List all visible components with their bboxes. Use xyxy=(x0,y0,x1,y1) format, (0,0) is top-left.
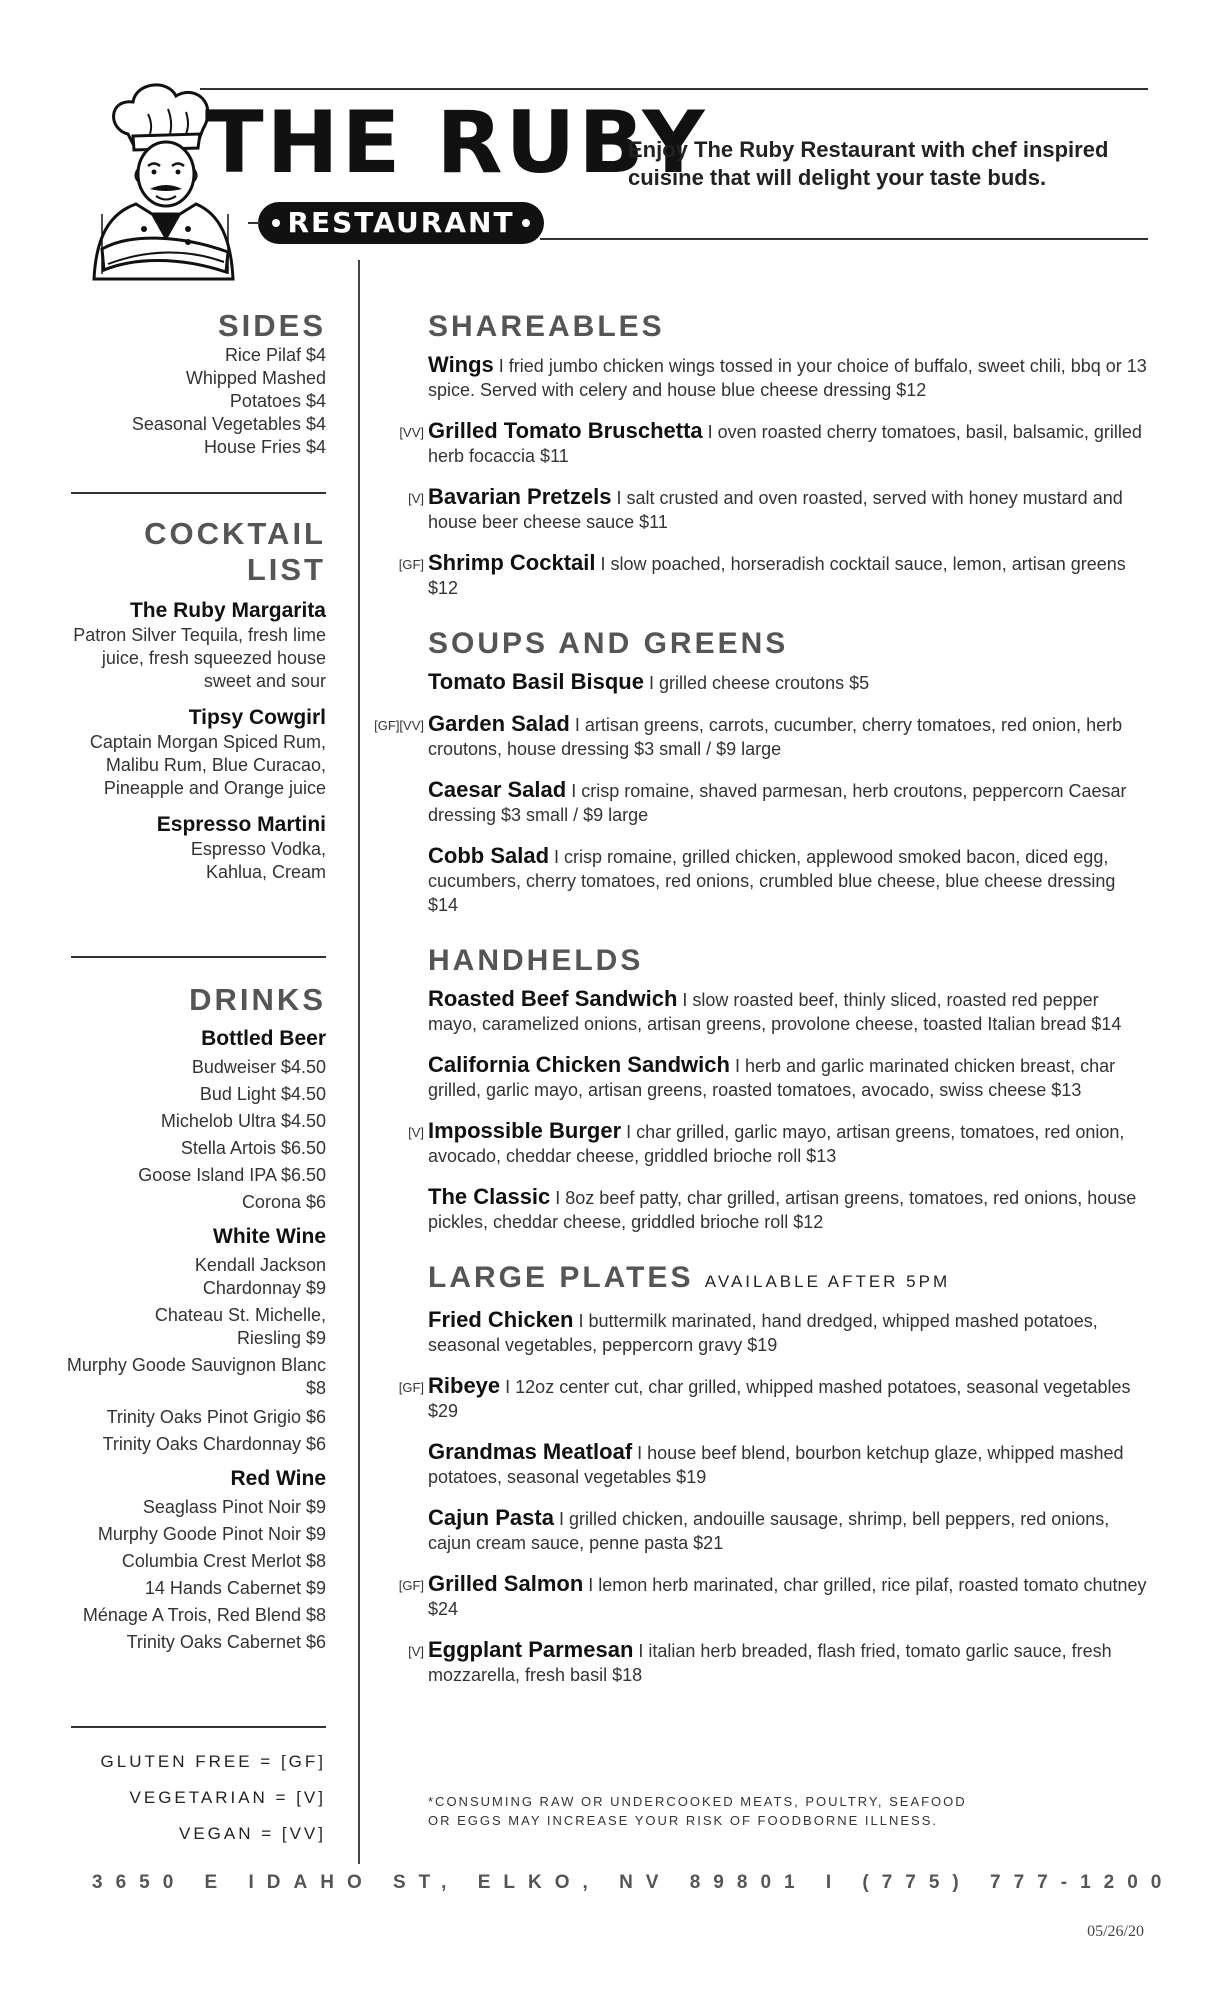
menu-item xyxy=(399,418,1148,468)
menu-item-name: Roasted Beef Sandwich xyxy=(428,986,678,1011)
disclaimer-line: *CONSUMING RAW OR UNDERCOOKED MEATS, POULTRY, SEAFOOD xyxy=(428,1794,967,1809)
drink-item: Chateau St. Michelle, Riesling $9 xyxy=(154,1305,326,1348)
menu-item-desc: I herb and garlic marinated chicken breast, char grilled, garlic mayo, artisan greens, roasted tomatoes, avocado, swiss cheese $13 xyxy=(428,1056,1116,1100)
soups-heading: SOUPS AND GREENS xyxy=(428,627,789,660)
menu-item-name: Cajun Pasta xyxy=(428,1505,554,1530)
diet-legend xyxy=(60,1744,326,1852)
drink-item: Goose Island IPA $6.50 xyxy=(138,1165,326,1185)
cocktail-section xyxy=(60,516,326,884)
menu-item-desc: I crisp romaine, shaved parmesan, herb croutons, peppercorn Caesar dressing $3 small / $9 large xyxy=(428,781,1127,825)
header-top-rule xyxy=(200,88,1148,90)
menu-item-name: The Classic xyxy=(428,1184,551,1209)
menu-item xyxy=(408,1118,1148,1168)
menu-date: 05/26/20 xyxy=(1087,1923,1144,1940)
plate-rule-left xyxy=(248,222,260,224)
menu-item-name: Garden Salad xyxy=(428,711,570,736)
drinks-section xyxy=(60,982,326,1656)
menu-item-name: Cobb Salad xyxy=(428,843,550,868)
menu-item-name: Eggplant Parmesan xyxy=(428,1637,634,1662)
legend-vegetarian: VEGETARIAN = [V] xyxy=(129,1788,326,1807)
menu-main xyxy=(374,309,1148,1704)
menu-item xyxy=(428,1053,1148,1102)
side-item: Rice Pilaf $4 xyxy=(224,345,326,365)
drink-group-heading: White Wine xyxy=(213,1225,326,1248)
menu-item xyxy=(428,1185,1148,1234)
large-plates-availability: AVAILABLE AFTER 5PM xyxy=(704,1272,951,1291)
menu-item-name: Fried Chicken xyxy=(428,1307,574,1332)
drinks-heading: DRINKS xyxy=(189,982,326,1017)
menu-item xyxy=(398,1373,1148,1423)
left-divider-3 xyxy=(71,1726,326,1728)
drink-item: Michelob Ultra $4.50 xyxy=(160,1111,326,1131)
drink-group-heading: Bottled Beer xyxy=(201,1027,326,1050)
side-item: Seasonal Vegetables $4 xyxy=(131,414,326,434)
menu-item-desc: I char grilled, garlic mayo, artisan greens, tomatoes, red onion, avocado, cheddar cheese, griddled brioche roll $13 xyxy=(428,1122,1125,1166)
menu-item-desc: I slow roasted beef, thinly sliced, roasted red pepper mayo, caramelized onions, artisan greens, provolone cheese, toasted Italian bread $14 xyxy=(428,990,1122,1034)
menu-item xyxy=(428,670,1148,695)
cocktail-desc: Captain Morgan Spiced Rum, Malibu Rum, Blue Curacao, Pineapple and Orange juice xyxy=(89,732,326,798)
menu-item-desc: I 12oz center cut, char grilled, whipped mashed potatoes, seasonal vegetables $29 xyxy=(428,1377,1131,1421)
drink-item: Trinity Oaks Cabernet $6 xyxy=(126,1632,326,1652)
menu-item-name: Caesar Salad xyxy=(428,777,567,802)
menu-item-name: Grandmas Meatloaf xyxy=(428,1439,633,1464)
menu-item-desc: I buttermilk marinated, hand dredged, whipped mashed potatoes, seasonal vegetables, peppercorn gravy $19 xyxy=(428,1311,1098,1355)
menu-item xyxy=(408,1637,1148,1687)
drink-item: Ménage A Trois, Red Blend $8 xyxy=(82,1605,326,1625)
restaurant-subtitle-plate xyxy=(258,202,544,244)
side-item: Whipped Mashed Potatoes $4 xyxy=(185,368,326,411)
restaurant-address: 3650 E IDAHO ST, ELKO, NV 89801 I (775) 777-1200 xyxy=(92,1872,1175,1893)
health-disclaimer xyxy=(428,1792,1048,1830)
left-divider-2 xyxy=(71,956,326,958)
column-divider xyxy=(358,260,360,1864)
shareables-heading: SHAREABLES xyxy=(428,310,665,343)
drink-item: Trinity Oaks Chardonnay $6 xyxy=(102,1434,326,1454)
menu-item xyxy=(374,711,1148,761)
menu-item-desc: I salt crusted and oven roasted, served with honey mustard and house beer cheese sauce $11 xyxy=(428,488,1123,532)
tagline: Enjoy The Ruby Restaurant with chef inspired cuisine that will delight your taste buds. xyxy=(628,137,1109,190)
menu-item-desc: I grilled chicken, andouille sausage, shrimp, bell peppers, red onions, cajun cream sauce, penne pasta $21 xyxy=(428,1509,1110,1553)
cocktail-heading-line2: LIST xyxy=(246,552,326,587)
cocktail-desc: Patron Silver Tequila, fresh lime juice, fresh squeezed house sweet and sour xyxy=(73,625,326,691)
restaurant-subtitle: RESTAURANT xyxy=(287,206,515,239)
diet-tag: [GF] xyxy=(398,1380,424,1395)
cocktail-name: The Ruby Margarita xyxy=(129,599,326,622)
plate-dot-left xyxy=(272,219,280,227)
menu-item-name: Bavarian Pretzels xyxy=(428,484,612,509)
menu-item-name: California Chicken Sandwich xyxy=(428,1052,730,1077)
sides-section xyxy=(60,308,326,459)
menu-item xyxy=(398,550,1148,600)
disclaimer-line: OR EGGS MAY INCREASE YOUR RISK OF FOODBORNE ILLNESS. xyxy=(428,1813,938,1828)
menu-item-desc: I slow poached, horseradish cocktail sauce, lemon, artisan greens $12 xyxy=(428,554,1126,598)
menu-item-desc: I grilled cheese croutons $5 xyxy=(643,673,870,693)
menu-item-desc: I lemon herb marinated, char grilled, rice pilaf, roasted tomato chutney $24 xyxy=(428,1575,1147,1619)
large-plates-title: LARGE PLATES xyxy=(428,1261,694,1294)
restaurant-name: THE RUBY xyxy=(205,93,708,193)
diet-tag: [VV] xyxy=(399,425,424,440)
drink-item: Murphy Goode Pinot Noir $9 xyxy=(97,1524,326,1544)
drink-item: Kendall Jackson Chardonnay $9 xyxy=(194,1255,326,1298)
diet-tag: [GF][VV] xyxy=(374,718,424,733)
drink-item: Corona $6 xyxy=(241,1192,326,1212)
drink-item: 14 Hands Cabernet $9 xyxy=(144,1578,326,1598)
menu-item-desc: I house beef blend, bourbon ketchup glaze, whipped mashed potatoes, seasonal vegetables $19 xyxy=(428,1443,1124,1487)
side-item: House Fries $4 xyxy=(203,437,326,457)
menu-item xyxy=(408,484,1148,534)
diet-tag: [GF] xyxy=(398,1578,424,1593)
menu-item-desc: I fried jumbo chicken wings tossed in your choice of buffalo, sweet chili, bbq or 13 spice. Served with celery and house blue cheese dressing $12 xyxy=(428,356,1147,400)
menu-item xyxy=(428,1308,1148,1357)
drink-item: Trinity Oaks Pinot Grigio $6 xyxy=(106,1407,326,1427)
cocktail-heading-line1: COCKTAIL xyxy=(144,516,326,551)
handhelds-heading: HANDHELDS xyxy=(428,944,644,977)
diet-tag: [GF] xyxy=(398,557,424,572)
menu-item-name: Impossible Burger xyxy=(428,1118,622,1143)
legend-gluten-free: GLUTEN FREE = [GF] xyxy=(100,1752,326,1771)
header-bottom-rule xyxy=(540,238,1148,240)
diet-tag: [V] xyxy=(408,1644,424,1659)
cocktail-name: Espresso Martini xyxy=(156,813,326,836)
cocktail-desc: Espresso Vodka, Kahlua, Cream xyxy=(190,839,326,882)
drink-item: Stella Artois $6.50 xyxy=(180,1138,326,1158)
menu-item-desc: I artisan greens, carrots, cucumber, cherry tomatoes, red onion, herb croutons, house dressing $3 small / $9 large xyxy=(428,715,1123,759)
menu-item-name: Tomato Basil Bisque xyxy=(428,669,644,694)
menu-item xyxy=(428,987,1148,1036)
drink-item: Columbia Crest Merlot $8 xyxy=(121,1551,326,1571)
menu-item xyxy=(398,1571,1148,1621)
menu-item-desc: I 8oz beef patty, char grilled, artisan greens, tomatoes, red onions, house pickles, cheddar cheese, griddled brioche roll $12 xyxy=(428,1188,1137,1232)
menu-item xyxy=(428,353,1148,402)
drink-item: Seaglass Pinot Noir $9 xyxy=(142,1497,326,1517)
menu-item-desc: I italian herb breaded, flash fried, tomato garlic sauce, fresh mozzarella, fresh basil $18 xyxy=(428,1641,1112,1685)
plate-dot-right xyxy=(522,219,530,227)
diet-tag: [V] xyxy=(408,491,424,506)
drink-item: Bud Light $4.50 xyxy=(199,1084,326,1104)
sides-heading: SIDES xyxy=(217,308,326,343)
menu-item xyxy=(428,1506,1148,1555)
menu-item-name: Grilled Salmon xyxy=(428,1571,584,1596)
menu-item-name: Wings xyxy=(428,352,494,377)
menu-item-name: Shrimp Cocktail xyxy=(428,550,596,575)
menu-item-desc: I crisp romaine, grilled chicken, applewood smoked bacon, diced egg, cucumbers, cherry tomatoes, red onions, crumbled blue cheese, blue cheese dressing $14 xyxy=(428,847,1116,915)
diet-tag: [V] xyxy=(408,1125,424,1140)
menu-item-name: Ribeye xyxy=(428,1373,501,1398)
menu-item xyxy=(428,1440,1148,1489)
menu-item xyxy=(428,778,1148,827)
legend-vegan: VEGAN = [VV] xyxy=(178,1824,326,1843)
drink-item: Budweiser $4.50 xyxy=(191,1057,326,1077)
drink-group-heading: Red Wine xyxy=(230,1467,326,1490)
menu-item xyxy=(428,844,1148,917)
left-divider-1 xyxy=(71,492,326,494)
cocktail-name: Tipsy Cowgirl xyxy=(188,706,326,729)
large-plates-heading xyxy=(428,1260,1148,1300)
drink-item: Murphy Goode Sauvignon Blanc $8 xyxy=(66,1355,326,1398)
menu-item-desc: I oven roasted cherry tomatoes, basil, balsamic, grilled herb focaccia $11 xyxy=(428,422,1142,466)
menu-item-name: Grilled Tomato Bruschetta xyxy=(428,418,703,443)
